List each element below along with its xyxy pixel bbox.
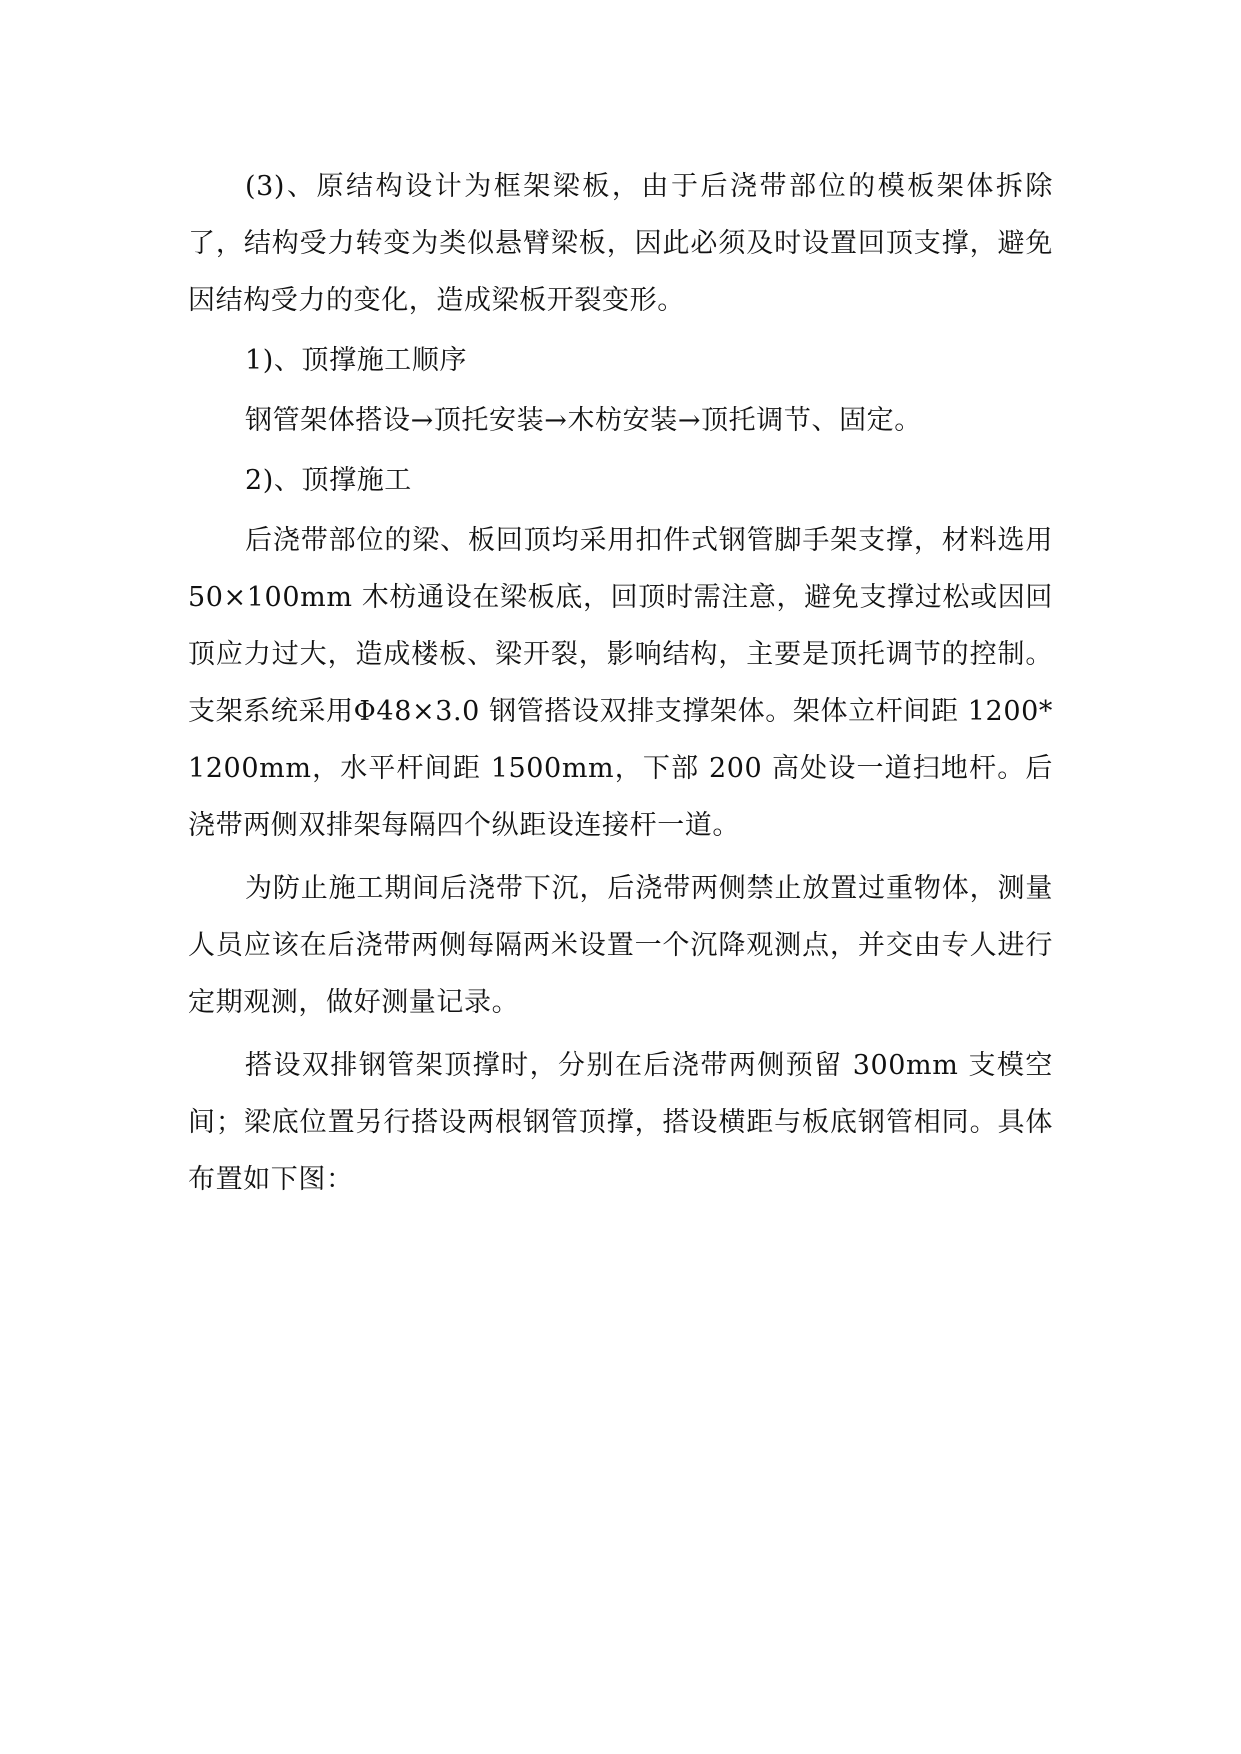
- paragraph-shoring-details: 后浇带部位的梁、板回顶均采用扣件式钢管脚手架支撑，材料选用 50×100mm 木枋通设在梁板底，回顶时需注意，避免支撑过松或因回顶应力过大，造成楼板、梁开裂，影响结构，主要是顶托调节的控制。支架系统采用Φ48×3.0 钢管搭设双排支撑架体。架体立杆间距 1200*1200mm，水平杆间距 1500mm，下部 200 高处设一道扫地杆。后浇带两侧双排架每隔四个纵距设连接杆一道。: [188, 525, 1053, 841]
- heading-shoring-sequence: 1)、顶撑施工顺序: [245, 345, 468, 376]
- paragraph-settlement-monitoring: 为防止施工期间后浇带下沉，后浇带两侧禁止放置过重物体，测量人员应该在后浇带两侧每隔两米设置一个沉降观测点，并交由专人进行定期观测，做好测量记录。: [188, 873, 1053, 1018]
- document-body: [188, 158, 1053, 1208]
- paragraph-structure-change: (3)、原结构设计为框架梁板，由于后浇带部位的模板架体拆除了，结构受力转变为类似悬臂梁板，因此必须及时设置回顶支撑，避免因结构受力的变化，造成梁板开裂变形。: [188, 171, 1053, 316]
- paragraph-sequence-steps: 钢管架体搭设→顶托安装→木枋安装→顶托调节、固定。: [245, 405, 922, 436]
- heading-shoring-construction: 2)、顶撑施工: [245, 465, 412, 496]
- paragraph-layout-note: 搭设双排钢管架顶撑时，分别在后浇带两侧预留 300mm 支模空间；梁底位置另行搭设两根钢管顶撑，搭设横距与板底钢管相同。具体布置如下图：: [188, 1050, 1053, 1195]
